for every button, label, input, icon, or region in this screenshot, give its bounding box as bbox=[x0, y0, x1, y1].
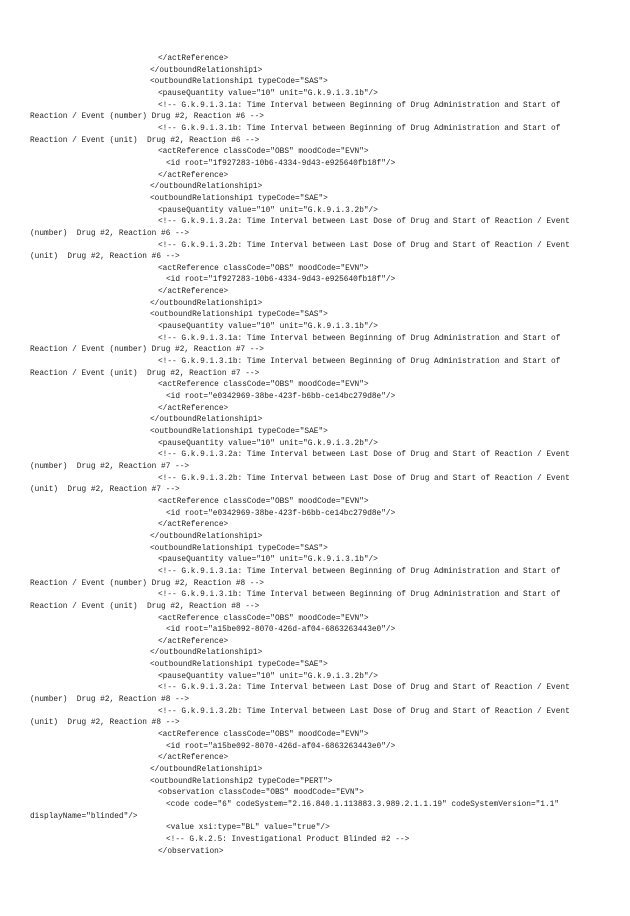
code-line: </outboundRelationship1> bbox=[150, 416, 263, 425]
code-line: Reaction / Event (number) Drug #2, Reaction #7 --> bbox=[30, 346, 264, 355]
code-line: <pauseQuantity value="10" unit="G.k.9.i.3.2b"/> bbox=[158, 439, 378, 448]
xml-code-listing bbox=[30, 54, 630, 858]
code-line: </actReference> bbox=[158, 404, 229, 413]
code-line: </outboundRelationship1> bbox=[150, 649, 263, 658]
code-line: (number) Drug #2, Reaction #7 --> bbox=[30, 462, 190, 471]
code-line: </actReference> bbox=[158, 637, 229, 646]
code-line: <!-- G.k.9.i.3.2b: Time Interval between Last Dose of Drug and Start of Reaction / Event bbox=[158, 241, 570, 250]
code-line: <pauseQuantity value="10" unit="G.k.9.i.3.1b"/> bbox=[158, 89, 378, 98]
code-line: <outboundRelationship1 typeCode="SAE"> bbox=[150, 661, 328, 670]
code-line: <pauseQuantity value="10" unit="G.k.9.i.3.1b"/> bbox=[158, 556, 378, 565]
code-line: </actReference> bbox=[158, 754, 229, 763]
code-line: <!-- G.k.9.i.3.1b: Time Interval between Beginning of Drug Administration and Start of bbox=[158, 124, 561, 133]
code-line: displayName="blinded"/> bbox=[30, 812, 138, 821]
code-line: (number) Drug #2, Reaction #6 --> bbox=[30, 229, 190, 238]
code-line: <pauseQuantity value="10" unit="G.k.9.i.3.2b"/> bbox=[158, 206, 378, 215]
code-line: <id root="a15be092-8070-426d-af04-6863263443e0"/> bbox=[166, 742, 396, 751]
code-line: <outboundRelationship1 typeCode="SAE"> bbox=[150, 428, 328, 436]
code-line: Reaction / Event (number) Drug #2, Reaction #8 --> bbox=[30, 579, 264, 588]
code-line: <outboundRelationship1 typeCode="SAS"> bbox=[150, 544, 328, 553]
code-line: <actReference classCode="OBS" moodCode="EVN"> bbox=[158, 264, 369, 273]
code-line: </outboundRelationship1> bbox=[150, 532, 263, 541]
code-line: <id root="1f927283-10b6-4334-9d43-e925640fb18f"/> bbox=[166, 159, 396, 168]
code-line: <actReference classCode="OBS" moodCode="EVN"> bbox=[158, 731, 369, 740]
code-line: <outboundRelationship1 typeCode="SAS"> bbox=[150, 311, 328, 320]
code-line: </outboundRelationship1> bbox=[150, 183, 263, 192]
code-line: <id root="e0342969-38be-423f-b6bb-ce14bc279d8e"/> bbox=[166, 509, 396, 518]
code-line: <actReference classCode="OBS" moodCode="EVN"> bbox=[158, 381, 369, 390]
code-line: <!-- G.k.9.i.3.2a: Time Interval between Last Dose of Drug and Start of Reaction / Event bbox=[158, 451, 570, 460]
code-line: Reaction / Event (number) Drug #2, Reaction #6 --> bbox=[30, 113, 264, 122]
code-line: <value xsi:type="BL" value="true"/> bbox=[166, 824, 330, 833]
code-line: <pauseQuantity value="10" unit="G.k.9.i.3.2b"/> bbox=[158, 672, 378, 681]
code-line: <outboundRelationship1 typeCode="SAS"> bbox=[150, 78, 328, 87]
code-line: Reaction / Event (unit) Drug #2, Reaction #7 --> bbox=[30, 369, 260, 378]
code-line: <!-- G.k.9.i.3.2a: Time Interval between Last Dose of Drug and Start of Reaction / Event bbox=[158, 684, 570, 693]
code-line: </actReference> bbox=[158, 521, 229, 530]
code-line: <!-- G.k.9.i.3.1b: Time Interval between Beginning of Drug Administration and Start of bbox=[158, 358, 561, 367]
code-line: (unit) Drug #2, Reaction #6 --> bbox=[30, 253, 180, 262]
code-line: </outboundRelationship1> bbox=[150, 766, 263, 775]
code-line: <!-- G.k.2.5: Investigational Product Blinded #2 --> bbox=[166, 835, 410, 844]
code-line: Reaction / Event (unit) Drug #2, Reaction #6 --> bbox=[30, 136, 260, 145]
code-line: <id root="1f927283-10b6-4334-9d43-e925640fb18f"/> bbox=[166, 276, 396, 285]
code-line: </outboundRelationship1> bbox=[150, 66, 263, 75]
code-line: <!-- G.k.9.i.3.2b: Time Interval between Last Dose of Drug and Start of Reaction / Event bbox=[158, 474, 570, 483]
code-line: <actReference classCode="OBS" moodCode="EVN"> bbox=[158, 497, 369, 506]
code-line: <!-- G.k.9.i.3.1a: Time Interval between Beginning of Drug Administration and Start of bbox=[158, 334, 561, 343]
code-line: <code code="6" codeSystem="2.16.840.1.113883.3.989.2.1.1.19" codeSystemVersion="1.1" bbox=[166, 801, 560, 809]
code-line: </observation> bbox=[158, 847, 224, 856]
code-line: </actReference> bbox=[158, 55, 229, 63]
code-line: <!-- G.k.9.i.3.2a: Time Interval between Last Dose of Drug and Start of Reaction / Event bbox=[158, 218, 570, 227]
code-line: (unit) Drug #2, Reaction #7 --> bbox=[30, 486, 180, 495]
code-line: (unit) Drug #2, Reaction #8 --> bbox=[30, 719, 180, 728]
code-line: <id root="e0342969-38be-423f-b6bb-ce14bc279d8e"/> bbox=[166, 393, 396, 402]
code-line: <pauseQuantity value="10" unit="G.k.9.i.3.1b"/> bbox=[158, 323, 378, 332]
code-line: </outboundRelationship1> bbox=[150, 299, 263, 308]
code-line: <!-- G.k.9.i.3.1a: Time Interval between Beginning of Drug Administration and Start of bbox=[158, 101, 561, 110]
code-line: <id root="a15be092-8070-426d-af04-6863263443e0"/> bbox=[166, 626, 396, 635]
code-line: <!-- G.k.9.i.3.1b: Time Interval between Beginning of Drug Administration and Start of bbox=[158, 591, 561, 600]
code-line: </actReference> bbox=[158, 171, 229, 180]
code-line: (number) Drug #2, Reaction #8 --> bbox=[30, 696, 190, 705]
code-line: <outboundRelationship1 typeCode="SAE"> bbox=[150, 194, 328, 203]
code-line: </actReference> bbox=[158, 288, 229, 297]
code-line: <observation classCode="OBS" moodCode="EVN"> bbox=[158, 789, 364, 798]
code-line: <!-- G.k.9.i.3.1a: Time Interval between Beginning of Drug Administration and Start of bbox=[158, 567, 561, 576]
code-line: <actReference classCode="OBS" moodCode="EVN"> bbox=[158, 148, 369, 157]
code-line: <!-- G.k.9.i.3.2b: Time Interval between Last Dose of Drug and Start of Reaction / Event bbox=[158, 707, 570, 716]
code-line: <outboundRelationship2 typeCode="PERT"> bbox=[150, 777, 333, 786]
code-line: <actReference classCode="OBS" moodCode="EVN"> bbox=[158, 614, 369, 623]
code-line: Reaction / Event (unit) Drug #2, Reaction #8 --> bbox=[30, 602, 260, 611]
